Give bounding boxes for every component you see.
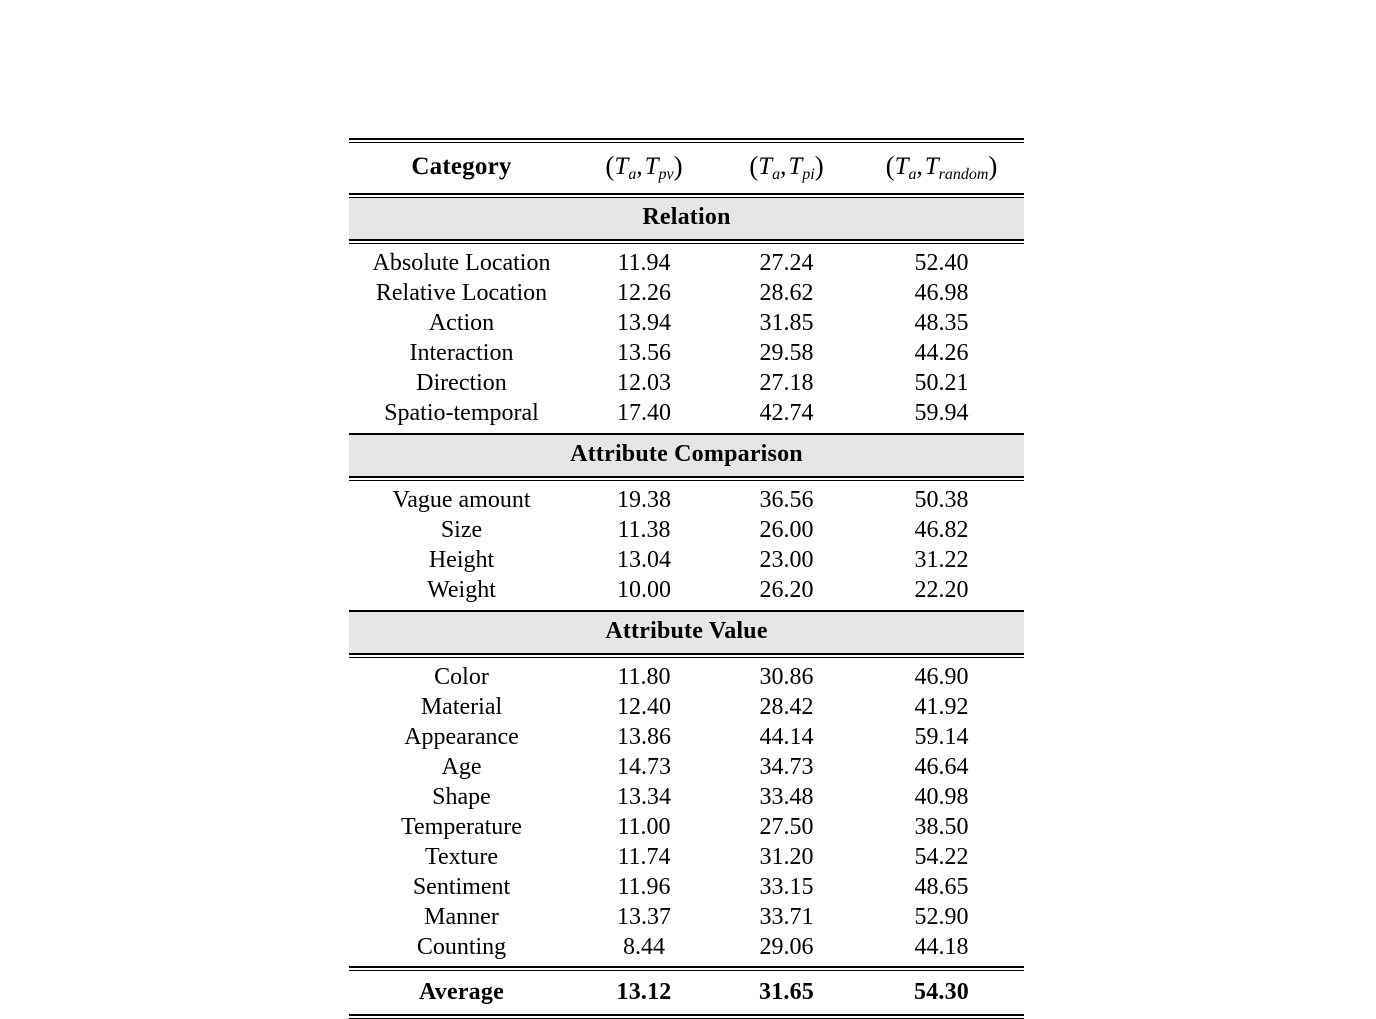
- cell-ta-trandom: 44.18: [914, 934, 969, 960]
- math-open-paren: (: [605, 151, 615, 181]
- table-row: [349, 481, 1024, 515]
- cell-ta-tpv: 10.00: [617, 577, 671, 603]
- math-comma: ,: [916, 153, 923, 180]
- cell-category: Sentiment: [412, 874, 511, 900]
- table-row: [349, 244, 1024, 278]
- cell-ta-tpv: 11.38: [617, 517, 671, 543]
- cell-ta-tpi: 34.73: [759, 754, 814, 780]
- cell-ta-trandom: 38.50: [914, 814, 969, 840]
- cell-category: Color: [434, 664, 489, 690]
- table-row: [349, 368, 1024, 398]
- cell-category: Age: [441, 754, 482, 780]
- cell-category: Height: [428, 547, 495, 573]
- table-row: [349, 812, 1024, 842]
- table-row: [349, 842, 1024, 872]
- math-symbol-t2: T: [924, 153, 939, 180]
- cell-category: Interaction: [409, 340, 514, 366]
- cell-category: Vague amount: [392, 487, 531, 513]
- section-title-attribute-comparison: Attribute Comparison: [349, 435, 1024, 476]
- cell-ta-tpi: 30.86: [759, 664, 814, 690]
- math-close-paren: ): [814, 151, 824, 181]
- cell-ta-tpi: 31.85: [759, 310, 814, 336]
- cell-ta-trandom: 52.40: [914, 250, 969, 276]
- table-row: [349, 752, 1024, 782]
- math-open-paren: (: [749, 151, 759, 181]
- cell-ta-tpv: 17.40: [617, 400, 671, 426]
- section-title-attribute-value: Attribute Value: [349, 612, 1024, 653]
- cell-category: Manner: [424, 904, 499, 930]
- cell-ta-tpi: 33.48: [759, 784, 814, 810]
- column-header-ta-trandom: [859, 143, 1024, 193]
- cell-ta-tpv: 13.34: [617, 784, 671, 810]
- cell-ta-tpi: 31.20: [759, 844, 814, 870]
- math-subscript-1: a: [908, 166, 917, 183]
- cell-category: Appearance: [404, 724, 519, 750]
- cell-ta-tpv: 13.86: [617, 724, 671, 750]
- math-symbol-t1: T: [894, 153, 909, 180]
- cell-ta-tpv: 11.74: [617, 844, 671, 870]
- cell-ta-tpi: 27.24: [759, 250, 814, 276]
- column-header-ta-tpv: [574, 143, 714, 193]
- math-expression-ta-tpi: [749, 151, 824, 183]
- cell-ta-tpi: 27.18: [759, 370, 814, 396]
- math-close-paren: ): [673, 151, 683, 181]
- cell-ta-tpv: 11.94: [617, 250, 671, 276]
- cell-ta-tpi: 26.20: [759, 577, 814, 603]
- table-row: [349, 398, 1024, 432]
- math-comma: ,: [636, 153, 643, 180]
- cell-ta-trandom: 59.14: [914, 724, 969, 750]
- cell-ta-tpi: 44.14: [759, 724, 814, 750]
- table-row: [349, 308, 1024, 338]
- cell-category: Material: [420, 694, 503, 720]
- section-header-row-attribute-comparison: [349, 435, 1024, 476]
- cell-category-average: Average: [419, 979, 504, 1005]
- cell-ta-trandom: 46.98: [914, 280, 969, 306]
- cell-ta-trandom: 50.38: [914, 487, 969, 513]
- cell-ta-trandom: 52.90: [914, 904, 969, 930]
- cell-ta-tpv: 12.03: [617, 370, 671, 396]
- table-row: [349, 545, 1024, 575]
- cell-category: Relative Location: [375, 280, 548, 306]
- math-subscript-1: a: [628, 166, 637, 183]
- cell-ta-trandom: 31.22: [914, 547, 969, 573]
- cell-ta-trandom: 48.65: [914, 874, 969, 900]
- cell-ta-tpv: 11.00: [617, 814, 671, 840]
- cell-category: Texture: [425, 844, 498, 870]
- cell-category: Absolute Location: [372, 250, 551, 276]
- cell-ta-tpv: 8.44: [623, 934, 665, 960]
- cell-ta-trandom: 41.92: [914, 694, 969, 720]
- cell-ta-tpv: 11.80: [617, 664, 671, 690]
- table-body: [349, 138, 1024, 1019]
- math-expression-ta-tpv: [605, 151, 683, 183]
- results-table-container: [349, 138, 1024, 1019]
- cell-average-ta-tpv: 13.12: [616, 979, 672, 1005]
- results-table: [349, 138, 1024, 1019]
- table-row: [349, 902, 1024, 932]
- table-row: [349, 932, 1024, 966]
- cell-ta-trandom: 48.35: [914, 310, 969, 336]
- math-close-paren: ): [988, 151, 998, 181]
- table-row: [349, 692, 1024, 722]
- cell-ta-tpi: 33.15: [759, 874, 814, 900]
- cell-ta-trandom: 22.20: [914, 577, 969, 603]
- section-header-row-attribute-value: [349, 612, 1024, 653]
- cell-ta-trandom: 40.98: [914, 784, 969, 810]
- cell-ta-tpv: 13.37: [617, 904, 671, 930]
- cell-ta-tpi: 23.00: [759, 547, 814, 573]
- cell-ta-tpv: 12.26: [617, 280, 671, 306]
- section-header-row-relation: [349, 198, 1024, 239]
- math-symbol-t1: T: [614, 153, 629, 180]
- cell-ta-tpi: 33.71: [759, 904, 814, 930]
- cell-ta-tpi: 28.42: [759, 694, 814, 720]
- cell-ta-tpi: 42.74: [759, 400, 814, 426]
- cell-ta-tpv: 14.73: [617, 754, 671, 780]
- math-open-paren: (: [885, 151, 895, 181]
- cell-ta-trandom: 50.21: [914, 370, 969, 396]
- cell-ta-trandom: 46.82: [914, 517, 969, 543]
- cell-average-ta-tpi: 31.65: [759, 979, 814, 1005]
- cell-category: Spatio-temporal: [384, 400, 539, 426]
- column-header-ta-tpi: [714, 143, 859, 193]
- cell-ta-tpv: 13.56: [617, 340, 671, 366]
- math-subscript-1: a: [772, 166, 781, 183]
- cell-ta-tpi: 29.06: [759, 934, 814, 960]
- cell-ta-tpv: 11.96: [617, 874, 671, 900]
- table-bottom-rule: [349, 1014, 1024, 1019]
- cell-ta-tpi: 36.56: [759, 487, 814, 513]
- table-row: [349, 658, 1024, 692]
- cell-ta-tpv: 19.38: [617, 487, 671, 513]
- cell-ta-tpi: 29.58: [759, 340, 814, 366]
- math-expression-ta-trandom: [885, 151, 998, 183]
- math-subscript-2: random: [938, 166, 989, 183]
- table-row: [349, 782, 1024, 812]
- cell-ta-trandom: 54.22: [914, 844, 969, 870]
- cell-category: Temperature: [401, 814, 522, 840]
- cell-ta-trandom: 46.90: [914, 664, 969, 690]
- cell-ta-tpv: 13.94: [617, 310, 671, 336]
- cell-ta-tpv: 12.40: [617, 694, 671, 720]
- cell-ta-tpv: 13.04: [617, 547, 671, 573]
- table-row-average: [349, 971, 1024, 1014]
- table-row: [349, 872, 1024, 902]
- cell-ta-trandom: 46.64: [914, 754, 969, 780]
- math-symbol-t1: T: [758, 153, 773, 180]
- cell-category: Shape: [432, 784, 491, 810]
- cell-category: Counting: [416, 934, 507, 960]
- table-row: [349, 515, 1024, 545]
- cell-ta-trandom: 44.26: [914, 340, 969, 366]
- math-symbol-t2: T: [788, 153, 803, 180]
- cell-category: Size: [440, 517, 483, 543]
- math-subscript-2: pv: [658, 166, 674, 183]
- cell-ta-tpi: 26.00: [759, 517, 814, 543]
- table-row: [349, 338, 1024, 368]
- table-bottom-rule-row: [349, 1014, 1024, 1019]
- math-subscript-2: pi: [802, 166, 815, 183]
- math-symbol-t2: T: [644, 153, 659, 180]
- cell-ta-tpi: 27.50: [759, 814, 814, 840]
- table-header-row: [349, 143, 1024, 193]
- cell-average-ta-trandom: 54.30: [914, 979, 969, 1005]
- math-comma: ,: [780, 153, 787, 180]
- cell-ta-trandom: 59.94: [914, 400, 969, 426]
- table-row: [349, 278, 1024, 308]
- table-row: [349, 575, 1024, 609]
- section-title-relation: Relation: [349, 198, 1024, 239]
- column-header-category: Category: [411, 153, 512, 180]
- cell-ta-tpi: 28.62: [759, 280, 814, 306]
- cell-category: Direction: [416, 370, 507, 396]
- cell-category: Action: [428, 310, 495, 336]
- cell-category: Weight: [427, 577, 496, 603]
- table-row: [349, 722, 1024, 752]
